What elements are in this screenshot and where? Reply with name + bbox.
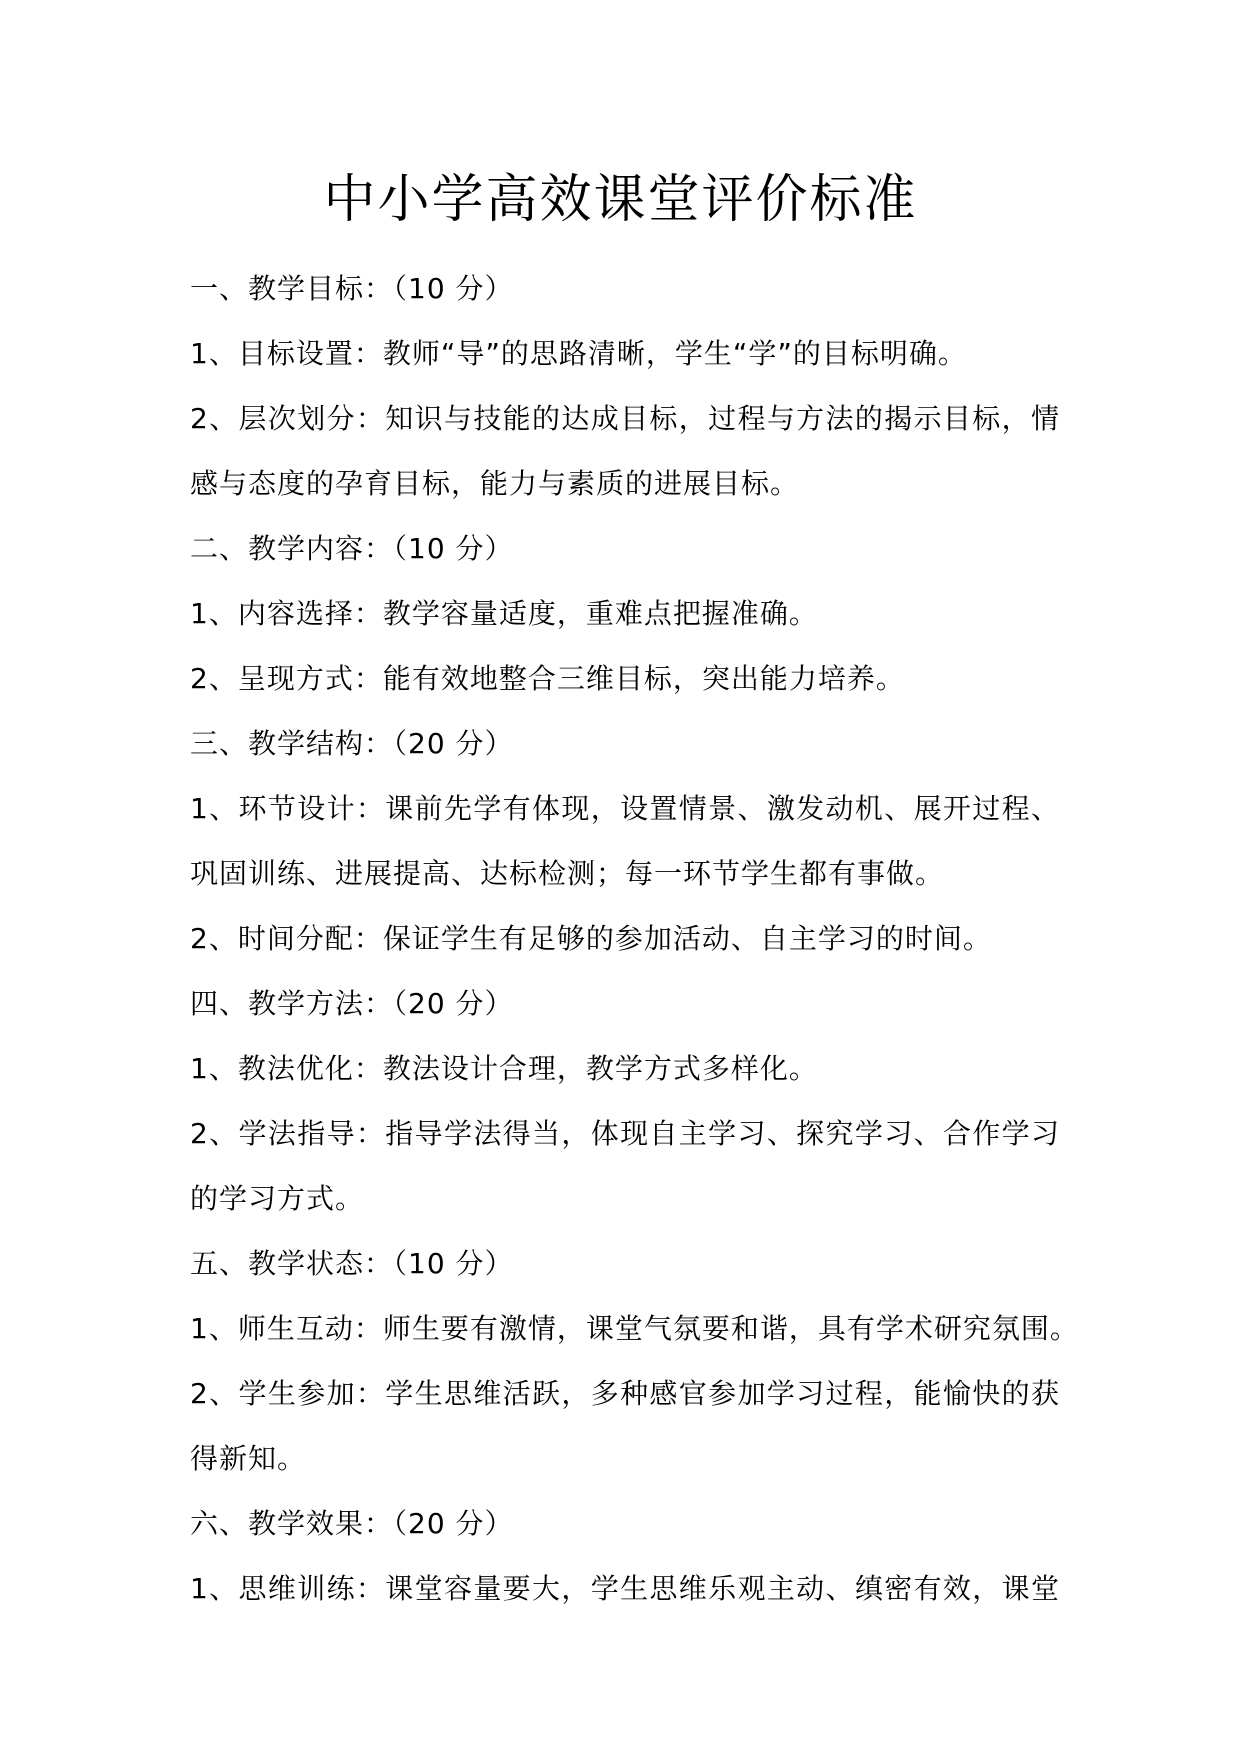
- paragraph-line: 1、教法优化：教法设计合理，教学方式多样化。: [190, 1052, 818, 1085]
- paragraph-line: 1、目标设置：教师“导”的思路清晰，学生“学”的目标明确。: [190, 337, 967, 370]
- paragraph-line: 得新知。: [190, 1442, 307, 1475]
- document-body: [190, 256, 1079, 1621]
- paragraph-line: 感与态度的孕育目标，能力与素质的进展目标。: [190, 467, 800, 500]
- section-heading-teaching-methods: 四、教学方法：（20 分）: [190, 987, 514, 1020]
- section-heading-teaching-content: 二、教学内容：（10 分）: [190, 532, 514, 565]
- paragraph-line: 巩固训练、进展提高、达标检测；每一环节学生都有事做。: [190, 857, 945, 890]
- paragraph-line: 2、学法指导：指导学法得当，体现自主学习、探究学习、合作学习: [190, 1117, 1060, 1150]
- paragraph-line: 2、学生参加：学生思维活跃，多种感官参加学习过程，能愉快的获: [190, 1377, 1060, 1410]
- paragraph-line: 2、层次划分：知识与技能的达成目标，过程与方法的揭示目标，情: [190, 402, 1060, 435]
- paragraph-line: 2、时间分配：保证学生有足够的参加活动、自主学习的时间。: [190, 922, 992, 955]
- section-heading-teaching-structure: 三、教学结构：（20 分）: [190, 727, 514, 760]
- paragraph-line: 2、呈现方式：能有效地整合三维目标，突出能力培养。: [190, 662, 905, 695]
- document-title: 中小学高效课堂评价标准: [323, 170, 918, 230]
- section-heading-teaching-state: 五、教学状态：（10 分）: [190, 1247, 514, 1280]
- section-heading-teaching-effect: 六、教学效果：（20 分）: [190, 1507, 514, 1540]
- paragraph-line: 的学习方式。: [190, 1182, 365, 1215]
- section-heading-teaching-goals: 一、教学目标：（10 分）: [190, 272, 514, 305]
- paragraph-line: 1、环节设计：课前先学有体现，设置情景、激发动机、展开过程、: [190, 792, 1060, 825]
- paragraph-line: 1、师生互动：师生要有激情，课堂气氛要和谐，具有学术研究氛围。: [190, 1312, 1079, 1345]
- paragraph-line: 1、思维训练：课堂容量要大，学生思维乐观主动、缜密有效，课堂: [190, 1572, 1060, 1605]
- paragraph-line: 1、内容选择：教学容量适度，重难点把握准确。: [190, 597, 818, 630]
